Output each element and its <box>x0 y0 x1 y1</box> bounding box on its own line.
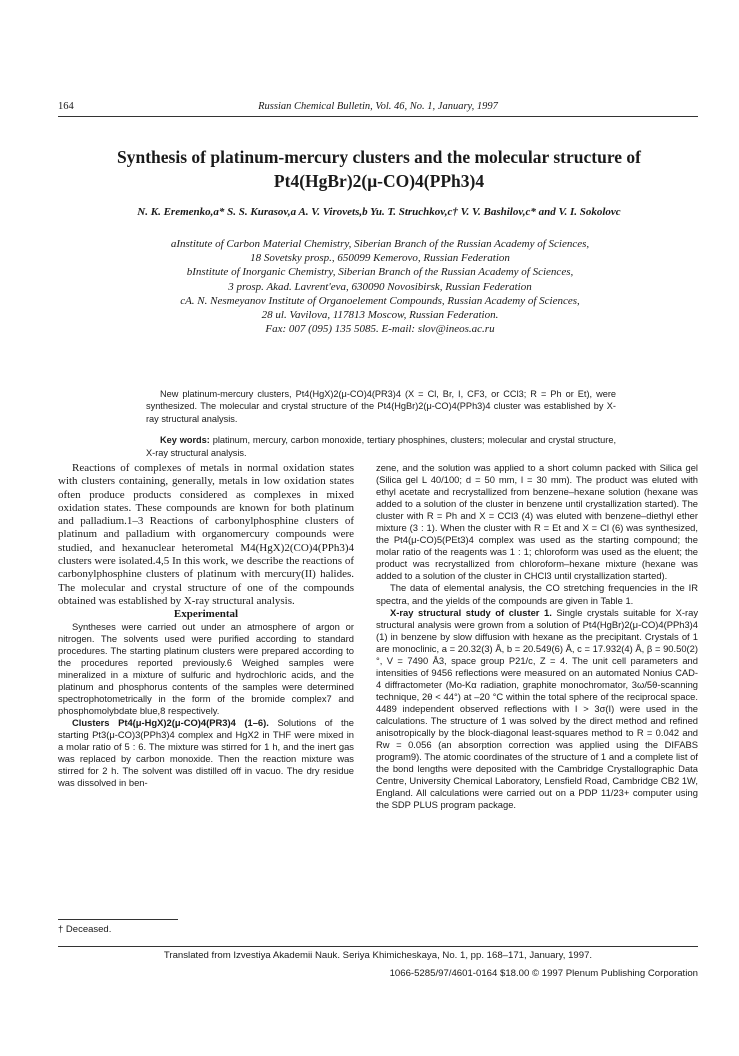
affiliation-line: 28 ul. Vavilova, 117813 Moscow, Russian Federation. <box>261 309 499 322</box>
section-heading: Experimental <box>173 608 239 621</box>
article-title <box>40 145 718 193</box>
keywords-text: platinum, mercury, carbon monoxide, tertiary phosphines, clusters; molecular and crystal structure, X-ray structural analysis. <box>146 435 616 458</box>
footnote-rule <box>58 919 178 920</box>
paragraph-text: Solutions of the starting Pt3(μ-CO)3(PPh3)4 complex and HgX2 in THF were mixed in a molar ratio of 5 : 6. The mixture was stirred for 1 h, and the inert gas was replaced by carbon monoxide. Then the reaction mixture was stirred for 2 h. The solvent was distilled off in vacuo. The dry residue was dissolved in ben- <box>58 716 354 789</box>
keywords <box>146 434 616 459</box>
abstract-text: New platinum-mercury clusters, Pt4(HgX)2(μ-CO)4(PR3)4 (X = Cl, Br, I, CF3, or CCl3; R = Ph or Et), were synthesized. The molecular and crystal structure of the Pt4(HgBr)2(μ-CO)4(PPh3)4 cluster was established by X-ray structural analysis. <box>146 389 616 424</box>
author-list: N. K. Eremenko,a* S. S. Kurasov,a A. V. Virovets,b Yu. T. Struchkov,c† V. V. Bashilov,c* and V. I. Sokolovc <box>137 206 621 218</box>
affiliation-line: cA. N. Nesmeyanov Institute of Organoelement Compounds, Russian Academy of Sciences, <box>180 294 580 307</box>
page-number: 164 <box>58 101 74 112</box>
title-line-1: Synthesis of platinum-mercury clusters and the molecular structure of <box>117 147 641 167</box>
affiliations <box>70 237 690 336</box>
translation-note: Translated from Izvestiya Akademii Nauk. Seriya Khimicheskaya, No. 1, pp. 168–171, January, 1997. <box>163 950 593 961</box>
left-column <box>58 462 354 789</box>
right-column <box>376 462 698 811</box>
journal-citation: Russian Chemical Bulletin, Vol. 46, No. 1, January, 1997 <box>258 101 498 112</box>
paragraph-lead: Clusters Pt4(μ-HgX)2(μ-CO)4(PR3)4 (1–6). <box>72 716 269 728</box>
keywords-label: Key words: <box>160 435 210 446</box>
affiliation-line: 18 Sovetsky prosp., 650099 Kemerovo, Russian Federation <box>250 252 510 265</box>
body-paragraph: zene, and the solution was applied to a short column packed with Silica gel (Silica gel L 40/100; d = 50 mm, l = 30 mm). The product was eluted with ethyl acetate and recrystallized from benzene–hexane solution (hexane was added to a solution of the cluster in benzene until crystallization started). The cluster with R = Ph and X = CCl3 (4) was eluted with benzene–diethyl ether mixture (3 : 1). When the cluster with R = Et and X = Cl (6) was synthesized, the Pt4(μ-CO)5(PEt3)4 complex was used as the starting compound; the molar ratio of the reagents was 1 : 1; chloroform was used as the eluent; the product was recrystallized from chloroform–hexane mixture (hexane was added to a solution of the cluster in CHCl3 until crystallization started). <box>376 462 698 582</box>
paragraph-text: Single crystals suitable for X-ray structural analysis were grown from a solution of Pt4(HgBr)2(μ-CO)4(PPh3)4 (1) in benzene by slow diffusion with hexane as the precipitant. Crystals of 1 are monoclinic, a = 20.32(3) Å, b = 20.549(6) Å, c = 17.932(4) Å, β = 90.50(2)°, V = 7490 Å3, space group P21/c, Z = 4. The unit cell parameters and intensities of 9456 reflections were measured on an automated Nonius CAD-4 diffractometer (Mo-Kα radiation, graphite monochromator, 3ω/5θ-scanning technique, 2θ < 44°) at –20 °C within the total sphere of the reciprocal space. 4489 independent observed reflections with I > 3σ(I) were used in the calculations. The structure of 1 was solved by the direct method and refined anisotropically by the block-diagonal least-squares method to R = 0.042 and Rw = 0.056 (an absorption correction was applied using the DIFABS program9). The atomic coordinates of the structure of 1 and a complete list of the bond lengths were deposited with the Cambridge Crystallographic Data Centre, University Chemical Laboratory, Lensfield Road, Cambridge CB2 1W, England. All calculations were carried out on a PDP 11/23+ computer using the SDP PLUS program package. <box>376 606 699 811</box>
affiliation-line: aInstitute of Carbon Material Chemistry, Siberian Branch of the Russian Academy of Sciences, <box>170 238 590 250</box>
affiliation-line: Fax: 007 (095) 135 5085. E-mail: slov@ineos.ac.ru <box>265 323 495 336</box>
footnote: † Deceased. <box>58 924 112 935</box>
abstract <box>146 388 616 459</box>
experimental-paragraph <box>58 717 354 789</box>
body-paragraph: The data of elemental analysis, the CO stretching frequencies in the IR spectra, and the yields of the compounds are given in Table 1. <box>376 582 698 606</box>
intro-paragraph: Reactions of complexes of metals in normal oxidation states with clusters containing, generally, metals in low oxidation states often produce products considered as complexes in mixed oxidation states. These compounds are known for both platinum and palladium.1–3 Reactions of carbonylphosphine clusters of platinum and palladium with organomercury compounds were studied, and hexanuclear heterometal M4(HgX)2(CO)4(PPh3)4 clusters were isolated.4,5 In this work, we describe the reactions of carbonylphosphine clusters of platinum with mercury(II) halides. The molecular and crystal structure of one of the compounds obtained was established by X-ray structural analysis. <box>58 462 354 607</box>
copyright-line: 1066-5285/97/4601-0164 $18.00 © 1997 Plenum Publishing Corporation <box>389 968 698 979</box>
footer-rule <box>58 946 698 947</box>
affiliation-line: bInstitute of Inorganic Chemistry, Siberian Branch of the Russian Academy of Sciences, <box>186 266 574 279</box>
experimental-paragraph: Syntheses were carried out under an atmosphere of argon or nitrogen. The solvents used were purified according to standard procedures. The starting platinum clusters were prepared according to the procedures reported previously.6 Weighed samples were mineralized in a mixture of sulfuric and hydrochloric acids, and the platinum and phosphorus contents of the samples were determined spectrophotometrically in the form of the bromide complex7 and phosphomolybdate blue,8 respectively. <box>58 620 354 716</box>
body-paragraph <box>376 607 698 812</box>
paragraph-lead: X-ray structural study of cluster 1. <box>390 606 552 618</box>
affiliation-line: 3 prosp. Akad. Lavrent'eva, 630090 Novosibirsk, Russian Federation <box>228 280 532 293</box>
title-line-2: Pt4(HgBr)2(μ-CO)4(PPh3)4 <box>273 171 485 191</box>
header-rule <box>58 116 698 117</box>
